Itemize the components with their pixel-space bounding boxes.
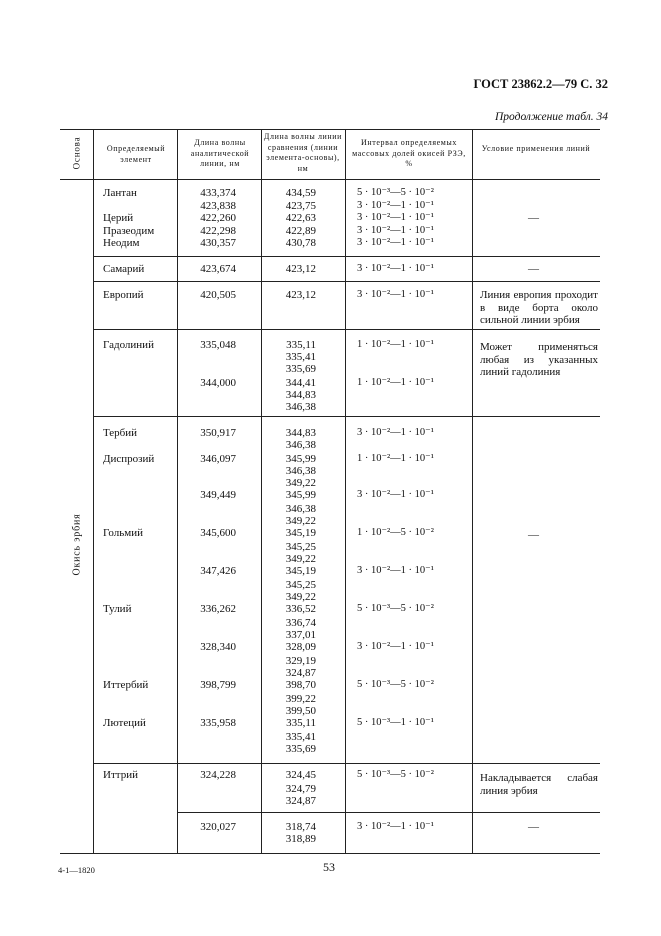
row-comparison: 324,87 xyxy=(285,667,316,679)
row-element: Празеодим xyxy=(103,225,155,237)
row-comparison: 344,41 xyxy=(285,377,316,389)
row-wavelength: 433,374 xyxy=(200,187,236,199)
row-element: Диспрозий xyxy=(103,453,155,465)
row-comparison: 337,01 xyxy=(285,629,316,641)
row-comparison: 344,83 xyxy=(285,427,316,439)
row-range: 3 · 10⁻²—1 · 10⁻¹ xyxy=(357,200,434,211)
row-element: Иттрий xyxy=(103,769,138,781)
row-wavelength: 344,000 xyxy=(200,377,236,389)
row-wavelength: 349,449 xyxy=(200,489,236,501)
row-element: Неодим xyxy=(103,237,140,249)
row-wavelength: 430,357 xyxy=(200,237,236,249)
row-wavelength: 336,262 xyxy=(200,603,236,615)
row-comparison: 346,38 xyxy=(285,503,316,515)
row-range: 1 · 10⁻²—1 · 10⁻¹ xyxy=(357,453,434,464)
row-comparison: 399,22 xyxy=(285,693,316,705)
row-range: 5 · 10⁻³—1 · 10⁻¹ xyxy=(357,717,434,728)
condition-dash: — xyxy=(528,821,539,833)
row-range: 3 · 10⁻²—1 · 10⁻¹ xyxy=(357,489,434,500)
column-header-comparison: Длина волны линии сравнения (линии элемента-основы), нм xyxy=(263,132,343,173)
row-comparison: 349,22 xyxy=(285,477,316,489)
row-comparison: 329,19 xyxy=(285,655,316,667)
row-element: Лютеций xyxy=(103,717,146,729)
row-wavelength: 328,340 xyxy=(200,641,236,653)
row-wavelength: 335,048 xyxy=(200,339,236,351)
row-comparison: 328,09 xyxy=(285,641,316,653)
column-header-condition: Условие применения линий xyxy=(481,144,591,153)
row-comparison: 423,12 xyxy=(285,289,316,301)
row-range: 1 · 10⁻²—5 · 10⁻² xyxy=(357,527,434,538)
row-range: 3 · 10⁻²—1 · 10⁻¹ xyxy=(357,237,434,248)
row-comparison: 345,25 xyxy=(285,541,316,553)
condition-dash: — xyxy=(528,212,539,224)
row-comparison: 346,38 xyxy=(285,465,316,477)
row-comparison: 336,74 xyxy=(285,617,316,629)
row-element: Тербий xyxy=(103,427,138,439)
row-element: Гадолиний xyxy=(103,339,154,351)
row-range: 3 · 10⁻²—1 · 10⁻¹ xyxy=(357,427,434,438)
row-element: Иттербий xyxy=(103,679,149,691)
row-comparison: 335,41 xyxy=(285,351,316,363)
row-wavelength: 398,799 xyxy=(200,679,236,691)
row-comparison: 324,45 xyxy=(285,769,316,781)
condition-gadolinium: Может применяться любая из указанных линий гадолиния xyxy=(480,341,598,378)
condition-europium: Линия европия проходит в виде борта около сильной линии эрбия xyxy=(480,289,598,326)
column-header-base: Основа xyxy=(71,136,82,170)
row-comparison: 344,83 xyxy=(285,389,316,401)
row-comparison: 346,38 xyxy=(285,401,316,413)
row-range: 5 · 10⁻³—5 · 10⁻² xyxy=(357,187,434,198)
row-comparison: 345,19 xyxy=(285,527,316,539)
row-range: 5 · 10⁻³—5 · 10⁻² xyxy=(357,679,434,690)
row-comparison: 335,69 xyxy=(285,363,316,375)
row-comparison: 399,50 xyxy=(285,705,316,717)
row-comparison: 318,89 xyxy=(285,833,316,845)
row-comparison: 349,22 xyxy=(285,591,316,603)
column-header-range: Интервал определяемых массовых долей окисей РЗЭ, % xyxy=(352,138,466,168)
table-continuation-note: Продолжение табл. 34 xyxy=(495,111,608,123)
row-comparison: 423,75 xyxy=(285,200,316,212)
row-comparison: 434,59 xyxy=(285,187,316,199)
row-range: 3 · 10⁻²—1 · 10⁻¹ xyxy=(357,289,434,300)
row-comparison: 346,38 xyxy=(285,439,316,451)
row-range: 3 · 10⁻²—1 · 10⁻¹ xyxy=(357,263,434,274)
row-comparison: 324,79 xyxy=(285,783,316,795)
row-wavelength: 335,958 xyxy=(200,717,236,729)
row-wavelength: 423,674 xyxy=(200,263,236,275)
row-element: Церий xyxy=(103,212,134,224)
row-range: 3 · 10⁻²—1 · 10⁻¹ xyxy=(357,212,434,223)
condition-dash: — xyxy=(528,529,539,541)
row-range: 5 · 10⁻³—5 · 10⁻² xyxy=(357,769,434,780)
row-comparison: 345,99 xyxy=(285,453,316,465)
row-wavelength: 320,027 xyxy=(200,821,236,833)
row-comparison: 349,22 xyxy=(285,553,316,565)
row-wavelength: 346,097 xyxy=(200,453,236,465)
row-range: 3 · 10⁻²—1 · 10⁻¹ xyxy=(357,565,434,576)
row-comparison: 335,41 xyxy=(285,731,316,743)
condition-yttrium: Накладывается слабая линия эрбия xyxy=(480,772,598,797)
row-wavelength: 422,260 xyxy=(200,212,236,224)
row-comparison: 335,11 xyxy=(286,717,316,729)
data-table xyxy=(60,129,600,854)
row-range: 5 · 10⁻³—5 · 10⁻² xyxy=(357,603,434,614)
row-wavelength: 324,228 xyxy=(200,769,236,781)
print-code: 4-1—1820 xyxy=(58,865,95,875)
standard-header: ГОСТ 23862.2—79 С. 32 xyxy=(473,77,608,91)
row-range: 3 · 10⁻²—1 · 10⁻¹ xyxy=(357,225,434,236)
column-header-wavelength: Длина волны аналитической линии, нм xyxy=(190,138,250,168)
row-wavelength: 423,838 xyxy=(200,200,236,212)
row-element: Европий xyxy=(103,289,144,301)
row-comparison: 422,63 xyxy=(285,212,316,224)
row-comparison: 345,19 xyxy=(285,565,316,577)
row-wavelength: 420,505 xyxy=(200,289,236,301)
row-comparison: 422,89 xyxy=(285,225,316,237)
condition-dash: — xyxy=(528,263,539,275)
row-wavelength: 345,600 xyxy=(200,527,236,539)
row-wavelength: 347,426 xyxy=(200,565,236,577)
base-label: Окись эрбия xyxy=(71,513,83,576)
row-comparison: 335,11 xyxy=(286,339,316,351)
page-number: 53 xyxy=(323,860,335,874)
row-comparison: 345,25 xyxy=(285,579,316,591)
row-comparison: 345,99 xyxy=(285,489,316,501)
row-comparison: 318,74 xyxy=(285,821,316,833)
row-comparison: 349,22 xyxy=(285,515,316,527)
row-comparison: 423,12 xyxy=(285,263,316,275)
row-wavelength: 350,917 xyxy=(200,427,236,439)
row-comparison: 335,69 xyxy=(285,743,316,755)
row-range: 1 · 10⁻²—1 · 10⁻¹ xyxy=(357,339,434,350)
row-element: Самарий xyxy=(103,263,145,275)
row-element: Лантан xyxy=(103,187,137,199)
row-range: 3 · 10⁻²—1 · 10⁻¹ xyxy=(357,821,434,832)
row-element: Гольмий xyxy=(103,527,143,539)
column-header-element: Определяемый элемент xyxy=(106,144,166,164)
row-comparison: 398,70 xyxy=(285,679,316,691)
row-comparison: 430,78 xyxy=(285,237,316,249)
row-comparison: 324,87 xyxy=(285,795,316,807)
row-wavelength: 422,298 xyxy=(200,225,236,237)
row-element: Тулий xyxy=(103,603,132,615)
row-range: 1 · 10⁻²—1 · 10⁻¹ xyxy=(357,377,434,388)
row-range: 3 · 10⁻²—1 · 10⁻¹ xyxy=(357,641,434,652)
row-comparison: 336,52 xyxy=(285,603,316,615)
